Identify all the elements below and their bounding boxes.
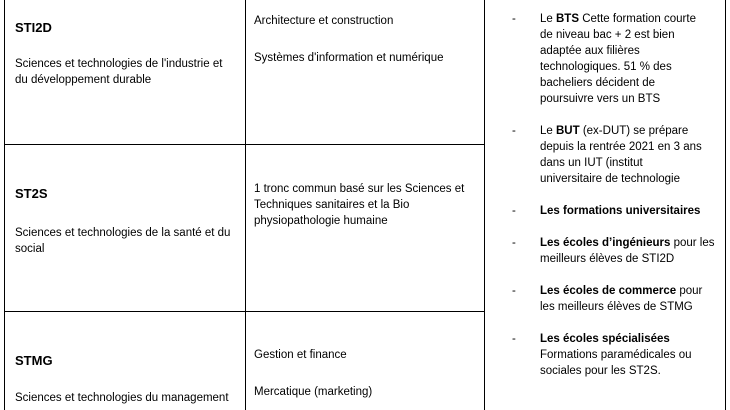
track-content-line: 1 tronc commun basé sur les Sciences et <box>254 183 465 195</box>
outcome-bold: Les formations universitaires <box>540 205 701 217</box>
outcome-bold: BTS <box>556 13 579 25</box>
list-dash: - <box>512 13 516 25</box>
outcome-text: Cette formation courte <box>579 13 696 25</box>
outcome-item-bts <box>512 11 722 107</box>
outcome-text: meilleurs élèves de STI2D <box>540 253 675 265</box>
list-dash: - <box>512 333 516 345</box>
track-description-line: Sciences et technologies du management <box>15 392 229 404</box>
track-content-line: physiopathologie humaine <box>254 215 388 227</box>
table-divider-2 <box>484 0 485 410</box>
outcome-text: dans un IUT (institut <box>540 157 643 169</box>
track-description-line: social <box>15 243 45 255</box>
outcome-bold: BUT <box>556 125 580 137</box>
list-dash: - <box>512 237 516 249</box>
track-content-line: Architecture et construction <box>254 15 394 27</box>
outcome-text: bacheliers décident de <box>540 77 656 89</box>
track-description-line: du développement durable <box>15 74 152 86</box>
outcome-bold: Les écoles d’ingénieurs <box>540 237 671 249</box>
outcome-text: sociales pour les ST2S. <box>540 365 661 377</box>
row-divider-1 <box>4 144 485 145</box>
outcome-item-universites <box>512 203 722 219</box>
outcome-prefix: Le <box>540 125 556 137</box>
track-content-line: Gestion et finance <box>254 349 347 361</box>
outcome-text: pour les <box>670 237 715 249</box>
table-divider-1 <box>245 0 246 410</box>
outcome-text: Formations paramédicales ou <box>540 349 692 361</box>
track-description-line: Sciences et technologies de la santé et du <box>15 227 231 239</box>
track-code-sti2d: STI2D <box>15 20 52 35</box>
table-border-left <box>4 0 5 410</box>
outcome-text: adaptée aux filières <box>540 45 640 57</box>
track-code-st2s: ST2S <box>15 186 48 201</box>
outcome-item-but <box>512 123 722 187</box>
track-content-line: Techniques sanitaires et la Bio <box>254 199 410 211</box>
outcome-item-specialisees <box>512 331 722 379</box>
outcome-text: technologiques. 51 % des <box>540 61 672 73</box>
outcome-text: universitaire de technologie <box>540 173 681 185</box>
list-dash: - <box>512 125 516 137</box>
track-content-line: Systèmes d'information et numérique <box>254 52 444 64</box>
track-content-line: Mercatique (marketing) <box>254 386 373 398</box>
table-border-right <box>725 0 726 410</box>
outcome-bold: Les écoles de commerce <box>540 285 677 297</box>
outcome-prefix: Le <box>540 13 556 25</box>
outcome-text: de niveau bac + 2 est bien <box>540 29 675 41</box>
list-dash: - <box>512 205 516 217</box>
outcome-item-ingenieurs <box>512 235 722 267</box>
outcome-text: (ex-DUT) se prépare <box>579 125 689 137</box>
outcome-bold: Les écoles spécialisées <box>540 333 670 345</box>
outcomes-list <box>512 11 722 395</box>
track-description-line: Sciences et technologies de l'industrie et <box>15 58 223 70</box>
track-code-stmg: STMG <box>15 353 53 368</box>
outcome-text: poursuivre vers un BTS <box>540 93 661 105</box>
outcome-item-commerce <box>512 283 722 315</box>
outcome-text: pour <box>676 285 703 297</box>
outcome-text: les meilleurs élèves de STMG <box>540 301 693 313</box>
row-divider-2 <box>4 311 485 312</box>
list-dash: - <box>512 285 516 297</box>
outcome-text: depuis la rentrée 2021 en 3 ans <box>540 141 702 153</box>
